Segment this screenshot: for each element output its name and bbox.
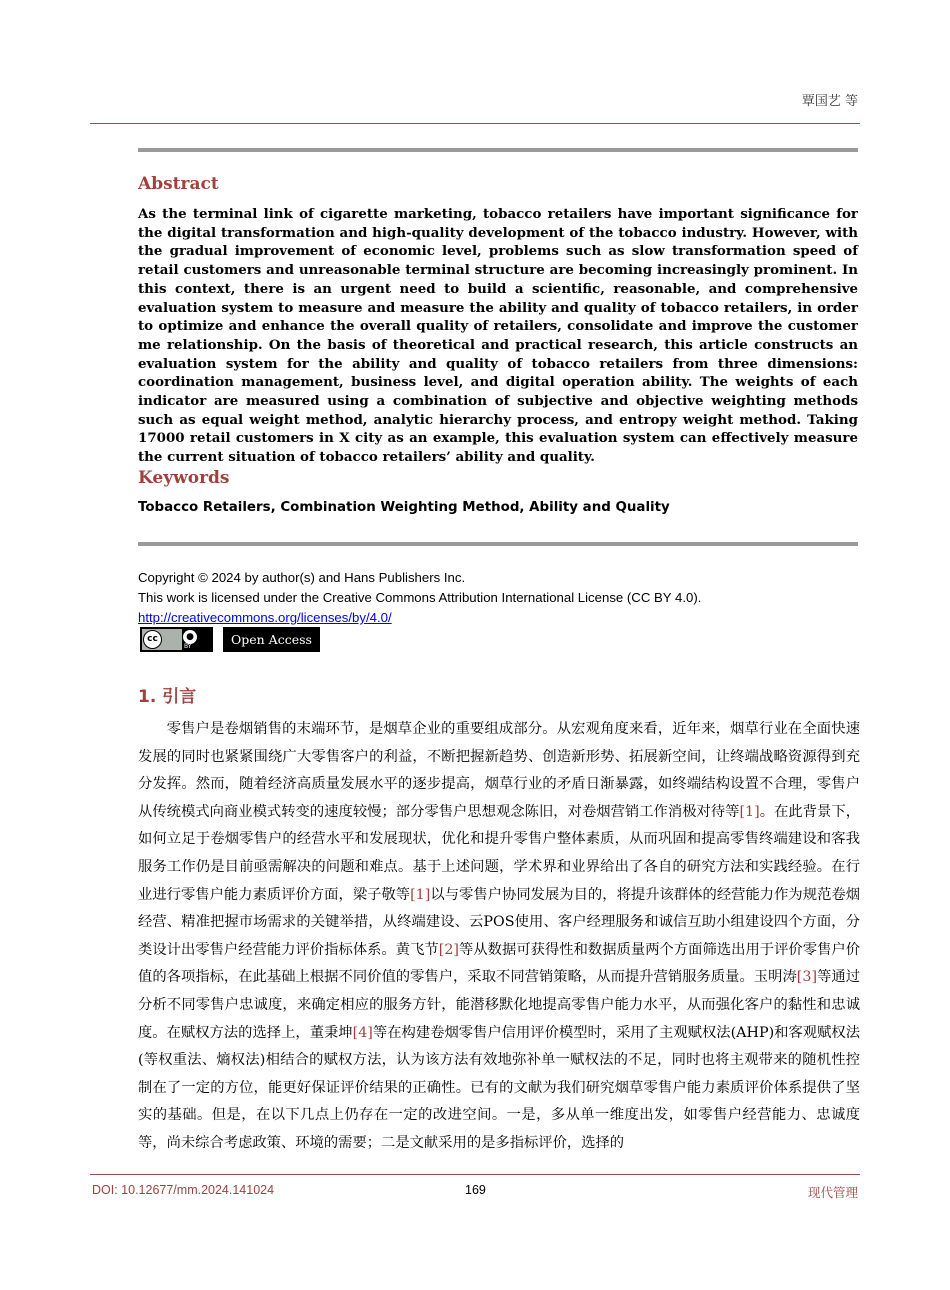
by-label: BY	[184, 643, 192, 650]
cc-by-badge[interactable]	[140, 627, 213, 652]
license-line: This work is licensed under the Creative Commons Attribution International License (CC BY 4.0).	[138, 590, 702, 605]
person-icon: ●	[182, 629, 198, 645]
citation-link[interactable]: [4]	[352, 1024, 373, 1041]
citation-link[interactable]: [3]	[796, 969, 818, 986]
abstract-bottom-rule	[138, 542, 858, 546]
intro-paragraph	[138, 716, 860, 1158]
abstract-heading: Abstract	[138, 174, 219, 194]
citation-link[interactable]: [2]	[438, 941, 460, 958]
license-badges	[140, 627, 320, 652]
cc-icon: cc	[143, 630, 162, 649]
footer-doi[interactable]: DOI: 10.12677/mm.2024.141024	[92, 1183, 275, 1197]
intro-text: 等在构建卷烟零售户信用评价模型时，采用了主观赋权法(AHP)和客观赋权法(等权重法、熵权法)相结合的赋权方法，认为该方法有效地弥补单一赋权法的不足，同时也将主观带来的随机性控制在了一定的方位，能更好保证评价结果的正确性。已有的文献为我们研究烟草零售户能力素质评价体系提供了坚实的基础。但是，在以下几点上仍存在一定的改进空间。一是，多从单一维度出发，如零售户经营能力、忠诚度等，尚未综合考虑政策、环境的需要；二是文献采用的是多指标评价，选择的	[138, 1024, 860, 1151]
header-rule	[90, 123, 860, 124]
open-access-badge[interactable]: Open Access	[223, 627, 320, 652]
keywords-heading: Keywords	[138, 468, 230, 488]
citation-link[interactable]: [1]	[410, 886, 431, 903]
intro-text: 等通过分析不同零售户忠诚度，来确定相应的服务方针，能潜移默化地提高零售户能力水平，从而强化客户的黏性和忠诚度。在赋权方法的选择上，董秉坤	[138, 969, 861, 1041]
page-number: 169	[465, 1183, 486, 1197]
abstract-text: As the terminal link of cigarette marketing, tobacco retailers have important significance for the digital transformation and high-quality development of the tobacco industry. However, with the gradual improvement of economic level, problems such as slow transformation speed of retail customers and unreasonable terminal structure are becoming increasingly prominent. In this context, there is an urgent need to build a scientific, reasonable, and comprehensive evaluation system to measure and measure the ability and quality of tobacco retailers, in order to optimize and enhance the overall quality of retailers, consolidate and improve the customer me relationship. On the basis of theoretical and practical research, this article constructs an evaluation system for the ability and quality of tobacco retailers from three dimensions: coordination management, business level, and digital operation ability. The weights of each indicator are measured using a combination of subjective and objective weighting methods such as equal weight method, analytic hierarchy process, and entropy weight method. Taking 17000 retail customers in X city as an example, this evaluation system can effectively measure the current situation of tobacco retailers’ ability and quality.	[138, 206, 858, 466]
intro-text: 。在此背景下，如何立足于卷烟零售户的经营水平和发展现状，优化和提升零售户整体素质，从而巩固和提高零售终端建设和客我服务工作仍是目前亟需解决的问题和难点。基于上述问题，学术界和业界给出了各自的研究方法和实践经验。在行业进行零售户能力素质评价方面，梁子敬等	[138, 803, 860, 903]
copyright-block	[138, 568, 701, 628]
citation-link[interactable]: [1]	[739, 803, 760, 820]
footer-journal-name: 现代管理	[807, 1186, 858, 1200]
license-link[interactable]: http://creativecommons.org/licenses/by/4.0/	[138, 610, 392, 625]
footer-rule	[90, 1174, 860, 1175]
intro-text: 零售户是卷烟销售的末端环节，是烟草企业的重要组成部分。从宏观角度来看，近年来，烟草行业在全面快速发展的同时也紧紧围绕广大零售客户的利益，不断把握新趋势、创造新形势、拓展新空间，让终端战略资源得到充分发挥。然而，随着经济高质量发展水平的逐步提高，烟草行业的矛盾日渐暴露，如终端结构设置不合理，零售户从传统模式向商业模式转变的速度较慢；部分零售户思想观念陈旧，对卷烟营销工作消极对待等	[138, 721, 860, 820]
abstract-top-rule	[138, 148, 858, 152]
section-heading: 1. 引言	[138, 687, 197, 707]
keywords-text: Tobacco Retailers, Combination Weighting Method, Ability and Quality	[138, 500, 670, 515]
running-header-authors: 覃国艺 等	[801, 94, 858, 109]
intro-text: 等从数据可获得性和数据质量两个方面筛选出用于评价零售户价值的各项指标，在此基础上根据不同价值的零售户，采取不同营销策略，从而提升营销服务质量。玉明涛	[138, 941, 861, 986]
copyright-line: Copyright © 2024 by author(s) and Hans Publishers Inc.	[138, 570, 466, 585]
intro-text: 以与零售户协同发展为目的，将提升该群体的经营能力作为规范卷烟经营、精准把握市场需求的关键举措，从终端建设、云POS使用、客户经理服务和诚信互助小组建设四个方面，分类设计出零售户经营能力评价指标体系。黄飞节	[138, 886, 861, 958]
